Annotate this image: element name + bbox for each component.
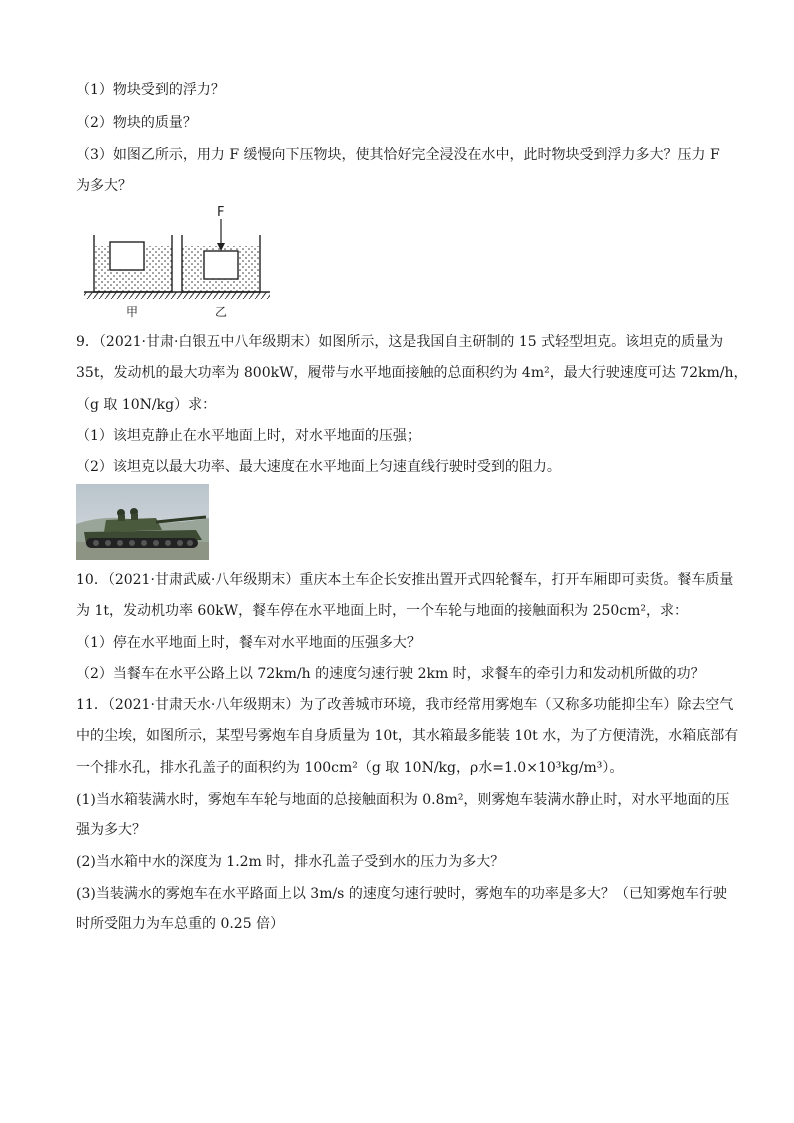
question-line: （2）当餐车在水平公路上以 72km/h 的速度匀速行驶 2km 时，求餐车的牵引力和发动机所做的功？ xyxy=(76,666,705,682)
question-line: （3）如图乙所示，用力 F 缓慢向下压物块，使其恰好完全浸没在水中，此时物块受到浮力多大？压力 F xyxy=(76,147,720,163)
question-line: （2）该坦克以最大功率、最大速度在水平地面上匀速直线行驶时受到的阻力。 xyxy=(76,459,561,475)
tank-photo xyxy=(76,484,209,560)
question-line: (1)当水箱装满水时，雾炮车车轮与地面的总接触面积为 0.8m²，则雾炮车装满水静止时，对水平地面的压 xyxy=(76,792,730,808)
question-line: 35t，发动机的最大功率为 800kW，履带与水平地面接触的总面积约为 4m²，最大行驶速度可达 72km/h， xyxy=(76,365,748,381)
question-line: (2)当水箱中水的深度为 1.2m 时，排水孔盖子受到水的压力为多大？ xyxy=(76,854,505,870)
question-line: 9．（2021·甘肃·白银五中八年级期末）如图所示，这是我国自主研制的 15 式轻型坦克。该坦克的质量为 xyxy=(76,334,724,350)
question-line: 一个排水孔，排水孔盖子的面积约为 100cm²（g 取 10N/kg，ρ水=1.0×10³kg/m³）。 xyxy=(76,760,624,776)
ground-hatch xyxy=(84,292,270,299)
label-yi: 乙 xyxy=(215,305,228,319)
force-label: F xyxy=(217,205,225,220)
question-line: 强为多大？ xyxy=(76,822,146,838)
question-line: （1）该坦克静止在水平地面上时，对水平地面的压强； xyxy=(76,428,421,444)
question-line: 时所受阻力为车总重的 0.25 倍） xyxy=(76,916,285,932)
question-line: （1）停在水平地面上时，餐车对水平地面的压强多大？ xyxy=(76,635,421,651)
question-line: (3)当装满水的雾炮车在水平路面上以 3m/s 的速度匀速行驶时，雾炮车的功率是多大？（已知雾炮车行驶 xyxy=(76,886,727,902)
block-left xyxy=(110,242,144,270)
question-line: （2）物块的质量？ xyxy=(76,115,197,131)
block-right xyxy=(204,251,238,279)
question-line: 10．（2021·甘肃武威·八年级期末）重庆本土车企长安推出置开式四轮餐车，打开车厢即可卖货。餐车质量 xyxy=(76,572,734,588)
question-line: 11．（2021·甘肃天水·八年级期末）为了改善城市环境，我市经常用雾炮车（又称多功能抑尘车）除去空气 xyxy=(76,697,734,713)
beaker-figure xyxy=(82,202,272,320)
label-jia: 甲 xyxy=(126,305,139,319)
question-line: （g 取 10N/kg）求： xyxy=(76,397,217,413)
question-line: （1）物块受到的浮力？ xyxy=(76,82,225,98)
question-line: 为多大？ xyxy=(76,178,132,194)
question-line: 中的尘埃，如图所示，某型号雾炮车自身质量为 10t，其水箱最多能装 10t 水，为了方便清洗，水箱底部有 xyxy=(76,728,739,744)
question-line: 为 1t，发动机功率 60kW，餐车停在水平地面上时，一个车轮与地面的接触面积为 250cm²，求： xyxy=(76,603,689,619)
